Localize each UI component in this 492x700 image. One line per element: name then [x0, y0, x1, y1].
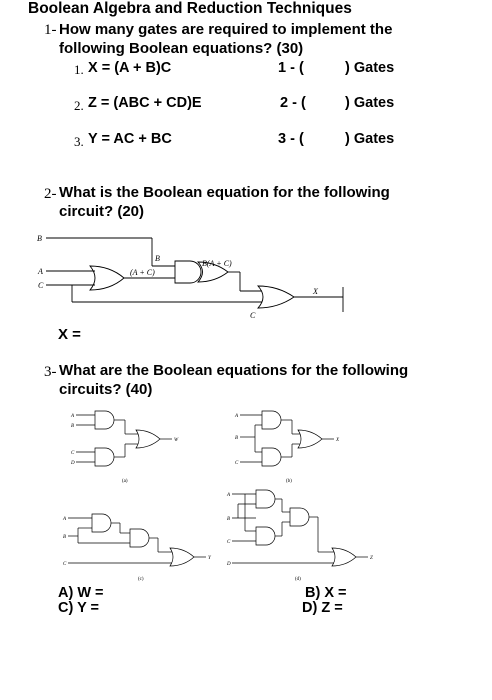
q2-label-A: A: [38, 267, 43, 276]
svg-text:B: B: [227, 517, 231, 522]
q1-item3-number: 3.: [74, 134, 84, 149]
q1-item3-answer-open: 3 - (: [278, 131, 304, 147]
svg-text:D: D: [71, 461, 75, 466]
svg-text:C: C: [71, 451, 75, 456]
svg-text:A: A: [235, 414, 239, 419]
caption-b: (b): [286, 479, 292, 484]
svg-text:B: B: [235, 436, 239, 441]
q1-item2-equation: Z = (ABC + CD)E: [88, 95, 202, 111]
q3-number: 3-: [44, 364, 57, 380]
svg-text:Z: Z: [370, 556, 373, 561]
svg-text:A: A: [71, 414, 75, 419]
q3-answer-c: C) Y =: [58, 600, 99, 616]
q1-item3-equation: Y = AC + BC: [88, 131, 172, 147]
circuit-c: [68, 514, 206, 566]
q1-item3-answer-close: ) Gates: [345, 131, 395, 147]
q2-line2: circuit? (20): [59, 203, 145, 220]
q2-label-C2: C: [250, 311, 256, 320]
q3-line2: circuits? (40): [59, 381, 153, 398]
q3-line1: What are the Boolean equations for the following: [59, 362, 409, 379]
svg-text:Y: Y: [208, 556, 211, 561]
q2-label-X: X: [313, 287, 318, 296]
q2-number: 2-: [44, 186, 57, 202]
svg-text:C: C: [227, 540, 231, 545]
q1-line1: How many gates are required to implement the: [59, 21, 393, 38]
q1-item1-number: 1.: [74, 62, 84, 77]
q2-label-C: C: [38, 281, 44, 290]
svg-text:C: C: [63, 562, 67, 567]
q3-answer-b: B) X =: [305, 585, 347, 601]
q2-label-or1: (A + C): [130, 268, 155, 277]
q2-label-B2: B: [155, 254, 160, 263]
q1-item2-answer-close: ) Gates: [345, 95, 395, 111]
circuit-b: [240, 411, 334, 466]
q2-label-and1: B(A + C): [202, 259, 232, 268]
svg-text:W: W: [174, 438, 179, 443]
q1-item1-answer-open: 1 - (: [278, 60, 304, 76]
svg-text:A: A: [63, 517, 67, 522]
q2-line1: What is the Boolean equation for the following: [59, 184, 390, 201]
caption-c: (c): [138, 577, 144, 582]
q1-line2: following Boolean equations? (30): [59, 40, 304, 57]
q1-item2-answer-open: 2 - (: [280, 95, 306, 111]
q1-number: 1-: [44, 22, 57, 38]
circuit-d: [232, 490, 368, 566]
svg-text:B: B: [71, 424, 75, 429]
page-title: Boolean Algebra and Reduction Techniques: [28, 0, 352, 17]
q1-item1-answer-close: ) Gates: [345, 60, 395, 76]
q3-answer-a: A) W =: [58, 585, 104, 601]
caption-d: (d): [295, 577, 301, 582]
q3-answer-d: D) Z =: [302, 600, 343, 616]
svg-text:A: A: [227, 493, 231, 498]
caption-a: (a): [122, 479, 128, 484]
q1-item1-equation: X = (A + B)C: [88, 60, 172, 76]
q1-item2-number: 2.: [74, 98, 84, 113]
q2-label-B: B: [37, 234, 42, 243]
q2-answer-label: X =: [58, 326, 81, 343]
circuit-a: [76, 411, 172, 466]
svg-text:D: D: [227, 562, 231, 567]
svg-text:X: X: [336, 438, 340, 443]
svg-text:B: B: [63, 535, 67, 540]
svg-text:C: C: [235, 461, 239, 466]
